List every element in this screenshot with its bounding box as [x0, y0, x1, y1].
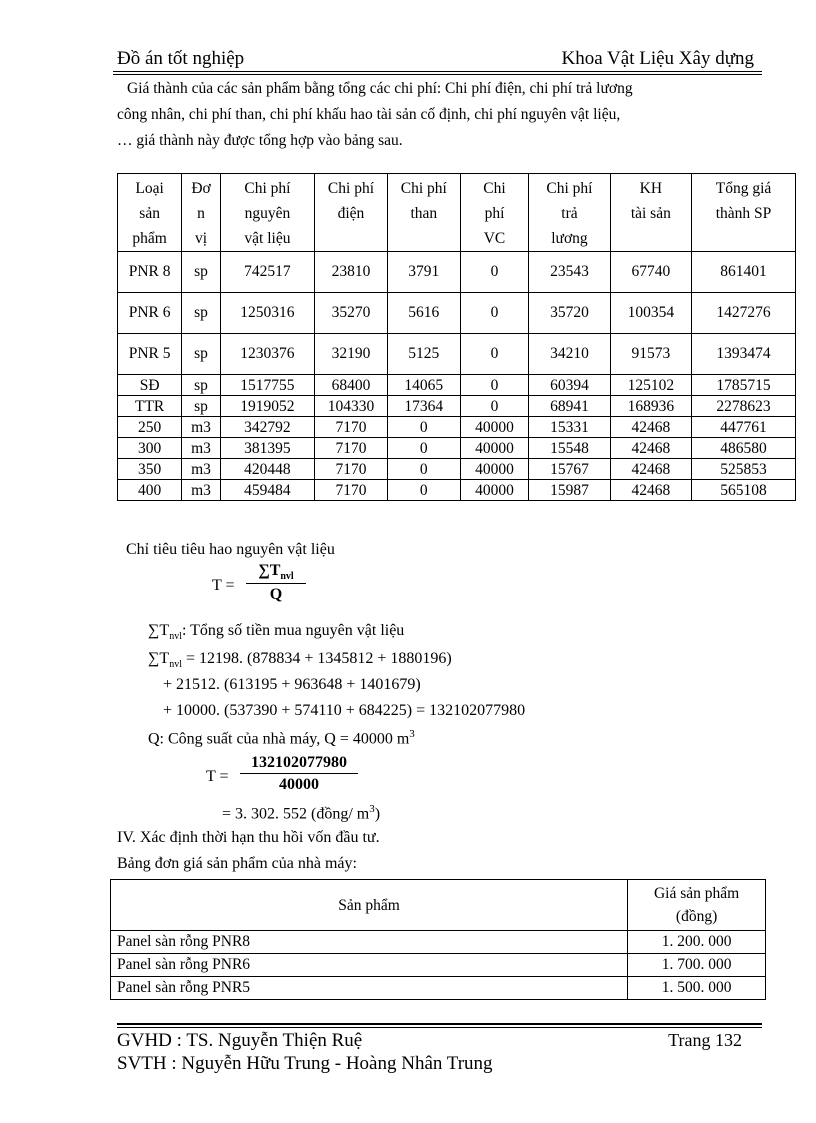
- table-cell: 1. 500. 000: [628, 977, 766, 1000]
- formula-fraction-2: [240, 754, 358, 794]
- header-product: Sản phẩm: [111, 880, 628, 931]
- table-cell: 0: [387, 438, 460, 459]
- table-cell: 32190: [315, 334, 388, 375]
- table-cell: 459484: [220, 480, 314, 501]
- footer-page-number: Trang 132: [668, 1030, 742, 1050]
- table-cell: m3: [182, 417, 221, 438]
- table-cell: sp: [182, 293, 221, 334]
- table-cell: 35270: [315, 293, 388, 334]
- table-cell: 486580: [692, 438, 796, 459]
- table-cell: sp: [182, 252, 221, 293]
- table-row: [111, 954, 766, 977]
- table-cell: 0: [387, 480, 460, 501]
- intro-line-3: … giá thành này được tổng hợp vào bảng sau.: [117, 132, 403, 149]
- calc-heading: Chỉ tiêu tiêu hao nguyên vật liệu: [126, 541, 335, 558]
- table-cell: Panel sàn rỗng PNR6: [111, 954, 628, 977]
- price-table: [110, 879, 766, 1000]
- table-cell: 861401: [692, 252, 796, 293]
- intro-line-2: công nhân, chi phí than, chi phí khấu hao tài sản cố định, chi phí nguyên vật liệu,: [117, 106, 621, 123]
- table-cell: 40000: [460, 438, 529, 459]
- table-cell: m3: [182, 480, 221, 501]
- table-cell: PNR 8: [118, 252, 182, 293]
- table-cell: 0: [460, 252, 529, 293]
- header-price: Giá sản phẩm (đồng): [628, 880, 766, 931]
- table-row: [118, 480, 796, 501]
- table-cell: 34210: [529, 334, 610, 375]
- table-row: [118, 396, 796, 417]
- formula-denominator: Q: [269, 586, 283, 604]
- result-line: = 3. 302. 552 (đồng/ $m^3$): [222, 803, 381, 823]
- table-cell: 1785715: [692, 375, 796, 396]
- table-cell: Panel sàn rỗng PNR5: [111, 977, 628, 1000]
- table-cell: 0: [387, 417, 460, 438]
- formula-t2-label: T =: [206, 768, 229, 785]
- table-cell: PNR 5: [118, 334, 182, 375]
- table-row: [118, 375, 796, 396]
- table-cell: 1. 200. 000: [628, 931, 766, 954]
- table-cell: 104330: [315, 396, 388, 417]
- table-cell: 420448: [220, 459, 314, 480]
- footer-supervisor: GVHD : TS. Nguyễn Thiện Ruệ: [117, 1030, 363, 1051]
- table-cell: 2278623: [692, 396, 796, 417]
- table-cell: 0: [460, 334, 529, 375]
- table-cell: 3791: [387, 252, 460, 293]
- formula-numerator: $\sum T_{nvl}$: [246, 562, 306, 584]
- cost-table: [117, 173, 796, 501]
- table-cell: 5125: [387, 334, 460, 375]
- table-cell: 1393474: [692, 334, 796, 375]
- table-cell: 68400: [315, 375, 388, 396]
- table-cell: 1230376: [220, 334, 314, 375]
- table-row: [118, 459, 796, 480]
- table-cell: 7170: [315, 480, 388, 501]
- header-right-title: Khoa Vật Liệu Xây dựng: [561, 48, 754, 69]
- definition-line: $\sum T_{nvl}$: Tổng số tiền mua nguyên vật liệu: [148, 622, 405, 643]
- table-cell: sp: [182, 334, 221, 375]
- table-cell: 0: [460, 396, 529, 417]
- table-cell: 447761: [692, 417, 796, 438]
- table-cell: sp: [182, 375, 221, 396]
- table-cell: 1250316: [220, 293, 314, 334]
- table-cell: m3: [182, 459, 221, 480]
- table-row: [118, 438, 796, 459]
- table-cell: 7170: [315, 417, 388, 438]
- price-table-header-row: [111, 880, 766, 931]
- table-cell: 125102: [610, 375, 691, 396]
- footer-students: SVTH : Nguyễn Hữu Trung - Hoàng Nhân Trung: [117, 1053, 493, 1074]
- intro-paragraph: [117, 76, 762, 154]
- section-title: IV. Xác định thời hạn thu hồi vốn đầu tư.: [117, 829, 380, 846]
- table-cell: m3: [182, 438, 221, 459]
- table-cell: 0: [460, 375, 529, 396]
- table-cell: 42468: [610, 459, 691, 480]
- table-cell: 342792: [220, 417, 314, 438]
- table-cell: Panel sàn rỗng PNR8: [111, 931, 628, 954]
- intro-line-1: Giá thành của các sản phẩm bằng tổng các chi phí: Chi phí điện, chi phí trả lương: [127, 80, 633, 97]
- table-cell: 40000: [460, 417, 529, 438]
- header-coal-cost: Chi phí than: [387, 174, 460, 252]
- header-transport-cost: Chi phí VC: [460, 174, 529, 252]
- table-cell: 1919052: [220, 396, 314, 417]
- table-cell: 400: [118, 480, 182, 501]
- capacity-line: Q: Công suất của nhà máy, Q = 40000 $m^3$: [148, 728, 415, 748]
- table-row: [111, 931, 766, 954]
- formula-denominator-2: 40000: [279, 776, 319, 793]
- table-cell: 35720: [529, 293, 610, 334]
- table-cell: 1. 700. 000: [628, 954, 766, 977]
- table-cell: 742517: [220, 252, 314, 293]
- table-cell: 60394: [529, 375, 610, 396]
- table-cell: 40000: [460, 480, 529, 501]
- table-cell: 350: [118, 459, 182, 480]
- table-cell: 7170: [315, 459, 388, 480]
- header-rule: [113, 71, 762, 72]
- table-cell: 300: [118, 438, 182, 459]
- table-cell: 68941: [529, 396, 610, 417]
- table-row: [118, 252, 796, 293]
- table-cell: 15331: [529, 417, 610, 438]
- table-row: [118, 293, 796, 334]
- table-cell: 0: [387, 459, 460, 480]
- sum-equation-line-2: + 21512. (613195 + 963648 + 1401679): [163, 676, 421, 693]
- cost-table-header-row: [118, 174, 796, 252]
- table-cell: 7170: [315, 438, 388, 459]
- table-row: [111, 977, 766, 1000]
- table-cell: 565108: [692, 480, 796, 501]
- formula-fraction: [246, 562, 306, 604]
- table-cell: 15767: [529, 459, 610, 480]
- table-cell: 17364: [387, 396, 460, 417]
- table-cell: 14065: [387, 375, 460, 396]
- table-row: [118, 417, 796, 438]
- table-cell: 42468: [610, 480, 691, 501]
- table-cell: 1427276: [692, 293, 796, 334]
- header-total-cost: Tổng giá thành SP: [692, 174, 796, 252]
- footer-rule: [117, 1023, 762, 1025]
- header-electricity-cost: Chi phí điện: [315, 174, 388, 252]
- table-cell: 42468: [610, 417, 691, 438]
- table-cell: 15548: [529, 438, 610, 459]
- header-left-title: Đồ án tốt nghiệp: [117, 48, 245, 69]
- table-cell: 67740: [610, 252, 691, 293]
- table-cell: 1517755: [220, 375, 314, 396]
- formula-numerator-2: 132102077980: [240, 754, 358, 774]
- table-cell: 250: [118, 417, 182, 438]
- header-unit: Đơ n vị: [182, 174, 221, 252]
- table-cell: 23810: [315, 252, 388, 293]
- header-material-cost: Chi phí nguyên vật liệu: [220, 174, 314, 252]
- header-product-type: Loại sản phẩm: [118, 174, 182, 252]
- header-rule-2: [113, 74, 762, 75]
- table-cell: 23543: [529, 252, 610, 293]
- footer-rule-2: [117, 1027, 762, 1028]
- table-cell: 100354: [610, 293, 691, 334]
- table-cell: PNR 6: [118, 293, 182, 334]
- table-cell: 42468: [610, 438, 691, 459]
- table-cell: TTR: [118, 396, 182, 417]
- table-cell: 91573: [610, 334, 691, 375]
- table-cell: 525853: [692, 459, 796, 480]
- table-cell: sp: [182, 396, 221, 417]
- table-cell: SĐ: [118, 375, 182, 396]
- table-cell: 381395: [220, 438, 314, 459]
- table-row: [118, 334, 796, 375]
- sum-equation-line-1: $\sum T_{nvl} = 12198$. (878834 + 1345812 + 1880196): [148, 650, 452, 671]
- table-cell: 5616: [387, 293, 460, 334]
- header-depreciation: KH tài sản: [610, 174, 691, 252]
- table-cell: 40000: [460, 459, 529, 480]
- header-salary-cost: Chi phí trả lương: [529, 174, 610, 252]
- sum-equation-line-3: + 10000. (537390 + 574110 + 684225) = 132102077980: [163, 702, 526, 719]
- formula-t-label: T =: [212, 577, 235, 594]
- table-cell: 0: [460, 293, 529, 334]
- table-cell: 168936: [610, 396, 691, 417]
- table-cell: 15987: [529, 480, 610, 501]
- section-subtitle: Bảng đơn giá sản phẩm của nhà máy:: [117, 855, 357, 872]
